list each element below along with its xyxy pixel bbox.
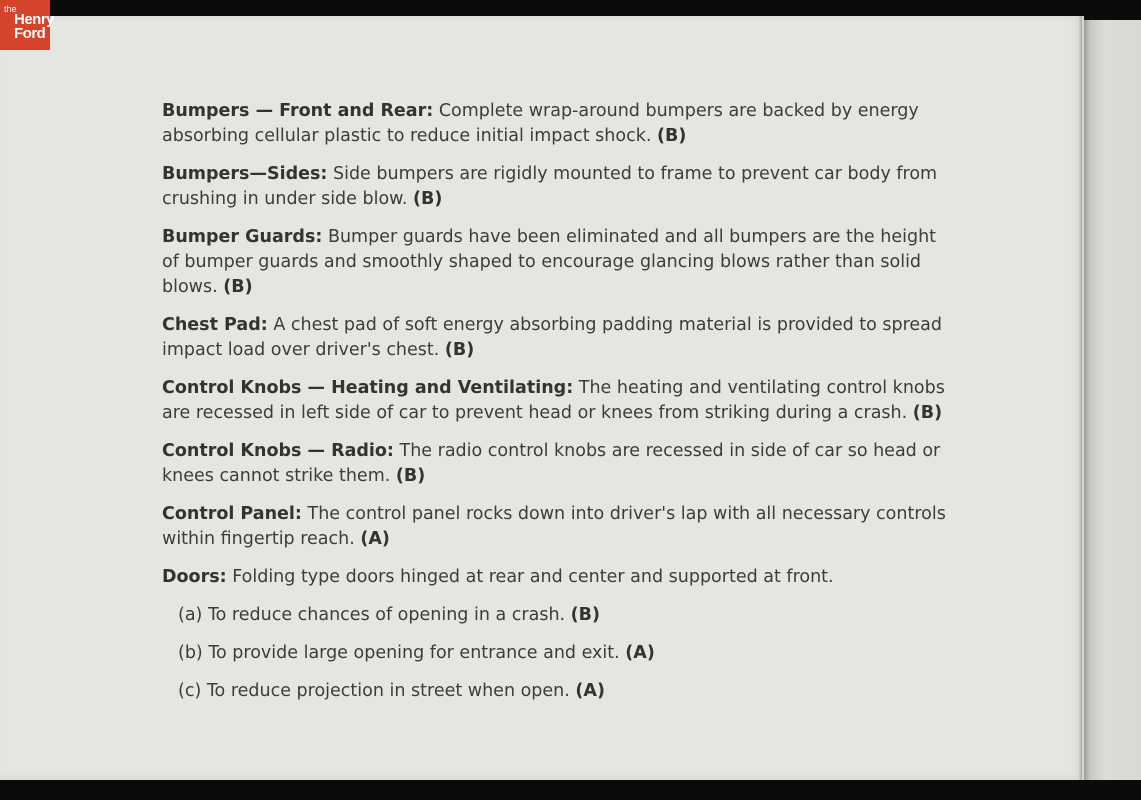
- entry-term: Control Knobs — Radio:: [162, 441, 394, 461]
- subitem-code: (A): [575, 681, 605, 701]
- entry-code: (B): [395, 466, 426, 486]
- doors-subitem-a: [178, 603, 952, 628]
- entry-doors: [162, 565, 952, 590]
- feature-list: [162, 99, 952, 717]
- entry-term: Chest Pad:: [162, 315, 268, 335]
- entry-text: The control panel rocks down into driver's lap with all necessary controls within fingertip reach.: [162, 504, 946, 549]
- logo-text-henry: Henry: [14, 11, 55, 28]
- subitem-text: (b) To provide large opening for entrance and exit.: [178, 643, 620, 663]
- subitem-text: (c) To reduce projection in street when open.: [178, 681, 570, 701]
- entry-term: Bumpers — Front and Rear:: [162, 101, 434, 121]
- entry-text: Folding type doors hinged at rear and center and supported at front.: [232, 567, 834, 587]
- entry-control-knobs-heating: [162, 376, 952, 426]
- entry-text: A chest pad of soft energy absorbing padding material is provided to spread impact load over driver's chest.: [162, 315, 943, 360]
- doors-subitem-c: [178, 679, 952, 704]
- entry-text: Side bumpers are rigidly mounted to frame to prevent car body from crushing in under side blow.: [162, 164, 938, 209]
- entry-term: Control Panel:: [162, 504, 302, 524]
- entry-code: (B): [657, 126, 687, 146]
- page-gutter: [1079, 16, 1082, 780]
- entry-term: Control Knobs — Heating and Ventilating:: [162, 378, 574, 398]
- logo-text-the: the: [4, 4, 17, 14]
- entry-control-knobs-radio: [162, 439, 952, 489]
- entry-control-panel: [162, 502, 952, 552]
- entry-term: Doors:: [162, 567, 227, 587]
- entry-text: Complete wrap-around bumpers are backed by energy absorbing cellular plastic to reduce initial impact shock.: [162, 101, 919, 146]
- entry-bumpers-front-rear: [162, 99, 952, 149]
- entry-code: (B): [413, 189, 443, 209]
- entry-code: (B): [912, 403, 943, 423]
- henry-ford-logo: [0, 0, 55, 50]
- subitem-text: (a) To reduce chances of opening in a crash.: [178, 605, 566, 625]
- entry-code: (B): [223, 277, 253, 297]
- subitem-code: (B): [570, 605, 601, 625]
- next-page-edge: [1084, 20, 1141, 780]
- entry-text: The radio control knobs are recessed in side of car so head or knees cannot strike them.: [162, 441, 941, 486]
- entry-term: Bumpers—Sides:: [162, 164, 328, 184]
- doors-subitem-b: [178, 641, 952, 666]
- entry-chest-pad: [162, 313, 952, 363]
- entry-code: (B): [444, 340, 475, 360]
- entry-bumpers-sides: [162, 162, 952, 212]
- entry-bumper-guards: [162, 225, 952, 300]
- entry-text: The heating and ventilating control knobs are recessed in left side of car to prevent head or knees from striking during a crash.: [162, 378, 945, 423]
- entry-term: Bumper Guards:: [162, 227, 323, 247]
- logo-text-ford: Ford: [14, 25, 46, 42]
- subitem-code: (A): [625, 643, 655, 663]
- entry-text: Bumper guards have been eliminated and all bumpers are the height of bumper guards and smoothly shaped to encourage glancing blows rather than solid blows.: [162, 227, 937, 297]
- entry-code: (A): [360, 529, 390, 549]
